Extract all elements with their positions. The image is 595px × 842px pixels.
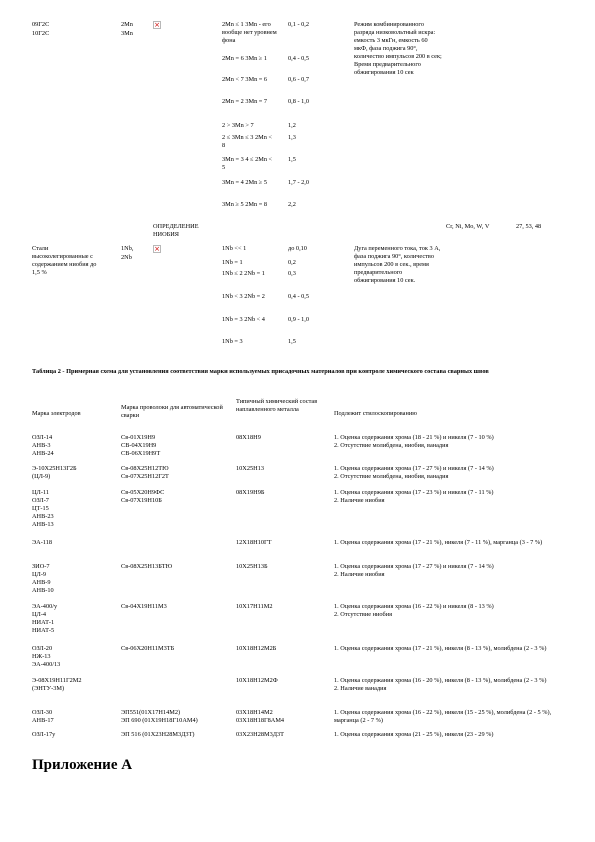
table-cell-check: 1. Оценка содержания хрома (17 - 27 %) и никеля (7 - 14 %) 2. Наличие ниобия	[334, 563, 494, 578]
table-cell-composition: 08Х19Н9Б	[236, 489, 265, 496]
table-cell-composition: 12Х18Н10ГТ	[236, 539, 272, 546]
table-cell-composition: 03Х23Н28М3Д3Т	[236, 731, 285, 738]
level-value: 0,4 - 0,5	[288, 55, 309, 62]
analytic-pair-1: 1Nb,	[121, 245, 134, 252]
table-cell-electrodes: ОЗЛ-14 АНВ-3 АНВ-24	[32, 434, 54, 457]
table-cell-check: 1. Оценка содержания хрома (18 - 21 %) и никеля (7 - 10 %) 2. Отсутствие молибдена, ниобия, ванадия	[334, 434, 494, 449]
level-value: 0,8 - 1,0	[288, 98, 309, 105]
level-value: 0,3	[288, 270, 296, 277]
table-cell-check: 1. Оценка содержания хрома (16 - 20 %), никеля (8 - 13 %), молибдена (2 - 3 %) 2. Наличие ванадия	[334, 677, 547, 692]
column-header-check: Подлежит стилоскопированию	[334, 410, 417, 417]
level-condition: 1Nb = 3 2Nb < 4	[222, 316, 265, 323]
table-cell-electrodes: Э-08Х19Н11Г2М2 (ЭНТУ-3М)	[32, 677, 82, 692]
table-cell-check: 1. Оценка содержания хрома (17 - 23 %) и никеля (7 - 11 %) 2. Наличие ниобия	[334, 489, 494, 504]
level-value: 0,2	[288, 259, 296, 266]
column-header-electrodes: Марка электродов	[32, 410, 81, 417]
table-cell-check: 1. Оценка содержания хрома (21 - 25 %), никеля (23 - 29 %)	[334, 731, 494, 738]
level-condition: 1Nb << 1	[222, 245, 247, 252]
elements-list: Cr, Ni, Mo, W, V	[446, 223, 490, 230]
steel-grade-1: 09Г2С	[32, 21, 50, 28]
table-cell-wire: Св-06Х20Н11М3ТБ	[121, 645, 175, 652]
table-cell-electrodes: ЭА-118	[32, 539, 53, 546]
table-cell-wire: Св-04Х19Н11М3	[121, 603, 167, 610]
table-cell-wire: Св-01Х19Н9 СВ-04Х19Н9 СВ-06Х19Н9Т	[121, 434, 161, 457]
level-value: до 0,10	[288, 245, 307, 252]
table-cell-check: 1. Оценка содержания хрома (17 - 21 %), никеля (8 - 13 %), молибдена (2 - 3 %)	[334, 645, 547, 652]
level-value: 0,4 - 0,5	[288, 293, 309, 300]
table-cell-electrodes: ОЗЛ-20 НЖ-13 ЭА-400/13	[32, 645, 61, 668]
level-condition: 2Mn = 2 3Mn = 7	[222, 98, 268, 105]
appendix-heading: Приложение А	[32, 757, 133, 773]
level-condition: 1Nb ≤ 2 2Nb = 1	[222, 270, 265, 277]
table-cell-check: 1. Оценка содержания хрома (16 - 22 %), никеля (15 - 25 %), молибдена (2 - 5 %), марганца (2 - 7 %)	[334, 709, 552, 724]
column-header-composition: Типичный химический состав наплавленного металла	[236, 398, 318, 413]
table-cell-check: 1. Оценка содержания хрома (17 - 21 %), никеля (7 - 11 %), марганца (3 - 7 %)	[334, 539, 543, 546]
section-heading: ОПРЕДЕЛЕНИЕ НИОБИЯ	[153, 223, 199, 238]
level-condition: 1Nb = 1	[222, 259, 243, 266]
table-cell-electrodes: Э-10Х25Н13Г2Б (ЦЛ-9)	[32, 465, 77, 480]
level-value: 1,3	[288, 134, 296, 141]
table-cell-electrodes: ЭА-400/у ЦЛ-4 НИАТ-1 НИАТ-5	[32, 603, 58, 634]
broken-image-icon: ×	[154, 21, 160, 29]
excitation-mode: Дуга переменного тока, ток 3 А, фаза поджига 90°, количество импульсов 200 в сек., время предварительного обжигирования 10 сек.	[354, 245, 441, 284]
level-value: 0,9 - 1,0	[288, 316, 309, 323]
level-condition: 3Mn = 3 4 ≤ 2Mn < 5	[222, 156, 273, 171]
analytic-pair-2: 3Мn	[121, 30, 133, 37]
column-header-wire: Марка проволоки для автоматической сварки	[121, 404, 223, 419]
level-value: 0,6 - 0,7	[288, 76, 309, 83]
level-condition: 2 ≤ 3Mn ≤ 3 2Mn < 8	[222, 134, 272, 149]
table-cell-composition: 08Х18Н9	[236, 434, 261, 441]
level-value: 1,2	[288, 122, 296, 129]
broken-image-icon: ×	[154, 245, 160, 253]
level-value: 1,5	[288, 338, 296, 345]
table-cell-composition: 10Х25Н13Б	[236, 563, 268, 570]
level-value: 2,2	[288, 201, 296, 208]
level-condition: 2Mn < 7 3Mn = 6	[222, 76, 268, 83]
table-cell-wire: ЭП551(01Х17Н14М2) ЭП 690 (01Х19Н18Г10АМ4)	[121, 709, 198, 724]
level-value: 0,1 - 0,2	[288, 21, 309, 28]
table-cell-electrodes: ЦЛ-11 ОЗЛ-7 ЦТ-15 АНВ-23 АНВ-13	[32, 489, 54, 528]
analytic-pair-1: 2Мn	[121, 21, 133, 28]
table-cell-check: 1. Оценка содержания хрома (16 - 22 %) и никеля (8 - 13 %) 2. Отсутствие ниобия	[334, 603, 494, 618]
level-value: 1,7 - 2,0	[288, 179, 309, 186]
excitation-mode: Режим комбинированного разряда низковольтный искра: емкость 3 мкГн, емкость 60 мкФ, фаза поджига 90°, количество импульсов 200 в сек; Время предварительного обжигирования 10 сек	[354, 21, 442, 76]
table-cell-wire: Св-08Х25Н13БТЮ	[121, 563, 173, 570]
level-condition: 2Mn ≤ 1 3Mn - его вообще нет уровнем фона	[222, 21, 277, 44]
table-cell-electrodes: ОЗЛ-30 АНВ-17	[32, 709, 54, 724]
table-cell-composition: 10Х18Н12М2Б	[236, 645, 277, 652]
analytic-pair-2: 2Nb	[121, 254, 132, 261]
table-cell-check: 1. Оценка содержания хрома (17 - 27 %) и никеля (7 - 14 %) 2. Отсутствие молибдена, ниобия, ванадия	[334, 465, 494, 480]
level-condition: 1Nb < 3 2Nb = 2	[222, 293, 265, 300]
level-condition: 3Mn ≥ 5 2Mn = 8	[222, 201, 267, 208]
table-caption: Таблица 2 - Примерная схема для установления соответствия марки используемых присадочных материалов при контроле химического состава сварных швов	[32, 368, 489, 375]
level-condition: 2Mn = 6 3Mn ≥ 1	[222, 55, 267, 62]
steel-grade-2: 10Г2С	[32, 30, 50, 37]
table-cell-electrodes: ОЗЛ-17у	[32, 731, 56, 738]
table-cell-wire: Св-08Х25Н12ТЮ Св-07Х25Н12Г2Т	[121, 465, 169, 480]
table-cell-electrodes: ЗИО-7 ЦЛ-9 АНВ-9 АНВ-10	[32, 563, 54, 594]
level-condition: 1Nb = 3	[222, 338, 243, 345]
table-cell-wire: ЭП 516 (01Х23Н28М3Д3Т)	[121, 731, 195, 738]
steel-description: Стали высоколегированные с содержанием ниобия до 1,5 %	[32, 245, 97, 276]
spectral-lines: 27, 53, 48	[516, 223, 542, 230]
table-cell-composition: 03Х18Н14М2 03Х18Н18Г8АМ4	[236, 709, 285, 724]
table-cell-wire: Св-05Х20Н9ФС Св-07Х19Н10Б	[121, 489, 165, 504]
level-condition: 2 > 3Mn > 7	[222, 122, 254, 129]
table-cell-composition: 10Х18Н12М2Ф	[236, 677, 278, 684]
table-cell-composition: 10Х25Н13	[236, 465, 264, 472]
level-value: 1,5	[288, 156, 296, 163]
level-condition: 3Mn = 4 2Mn ≥ 5	[222, 179, 267, 186]
table-cell-composition: 10Х17Н11М2	[236, 603, 273, 610]
